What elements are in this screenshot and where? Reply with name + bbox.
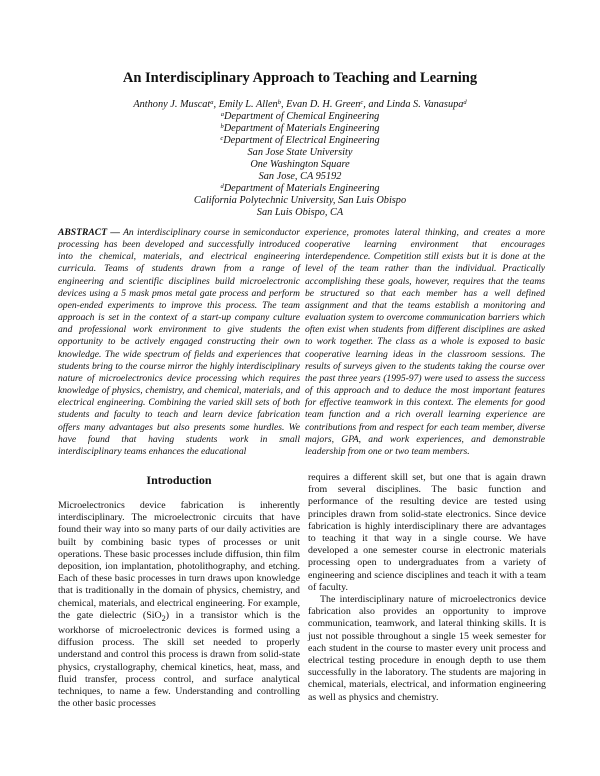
affiliation-line: [0, 135, 600, 147]
author-separator: ,: [213, 99, 219, 110]
affiliation-mark: b: [220, 123, 224, 130]
affiliation-line: [0, 123, 600, 135]
author-affiliation-mark: b: [277, 99, 281, 106]
abstract-text-continued: experience, promotes lateral thinking, and creates a more cooperative learning environment that encourages interdependence. Competition still exists but it is done at the level of the team rather than the individual. Practically accomplishing these goals, however, requires that the teams be structured so that each member has a well defined assignment and that the teams establish a monitoring and evaluation system to overcome communication barriers which often exist when students from different disciplines are asked to work together. The class as a whole is exposed to basic cooperative learning ideas in the classroom sessions. The results of surveys given to the students taking the course over the past three years (1995-97) were used to assess the success of this approach and to deduce the most important features for effective teamwork in this context. The elements for good team function and a rich overall learning experience are contributions from and respect for each team member, diverse majors, GPA, and work experiences, and demonstrable leadership from one or two team members.: [305, 227, 545, 457]
author-affiliation-mark: c: [360, 99, 364, 106]
affiliation-line: [0, 171, 600, 183]
affiliation-text: Department of Chemical Engineering: [223, 111, 380, 122]
author-line: [0, 99, 600, 111]
affiliation-text: California Polytechnic University, San Luis Obispo: [193, 195, 407, 206]
paragraph: The interdisciplinary nature of microelectronics device fabrication also provides an opportunity to improve communication, teamwork, and lateral thinking skills. It is just not possible throughout a single 15 week semester for each student in the course to master every unit process and electrical testing procedure in enough depth to use them successfully in the laboratory. The students are majoring in chemical, materials, electrical, and information engineering as well as physics and chemistry.: [308, 594, 546, 703]
author-name: Linda S. Vanasupa: [386, 99, 464, 110]
author-block: [0, 99, 600, 219]
introduction-left-column: [58, 500, 300, 710]
affiliation-line: [0, 207, 600, 219]
subscript: 2: [161, 613, 166, 623]
abstract-text: An interdisciplinary course in semiconductor processing has been developed and successfully introduced into the chemical, materials, and electrical engineering curricula. Teams of students drawn from a range of engineering and scientific disciplines build microelectronic devices using a 5 mask pmos metal gate process and perform open-ended experiments to improve this process. The team approach is set in the context of a start-up company culture and professional work environment to give students the opportunity to be actively engaged constructing their own knowledge. The wide spectrum of fields and experiences that students bring to the course mirror the highly interdisciplinary nature of microelectronics device processing which requires knowledge of physics, chemistry, and chemical, materials, and electrical engineering. Combining the varied skill sets of both students and faculty to teach and learn device fabrication offers many advantages but also presents some hurdles. We have found that having students work in small interdisciplinary teams enhances the educational: [58, 227, 300, 457]
author-separator: , and: [363, 99, 387, 110]
affiliation-text: San Luis Obispo, CA: [256, 207, 344, 218]
affiliation-line: [0, 195, 600, 207]
body-text: Microelectronics device fabrication is inherently interdisciplinary. The microelectronic circuits that have found their way into so many parts of our daily activities are built by combining basic types of processes or unit operations. These basic processes include diffusion, thin film deposition, ion implantation, photolithography, and etching. Each of these basic processes in turn draws upon knowledge that is traditionally in the domain of physics, chemistry, and chemical, materials, and electrical engineering. For example, the gate dielectric (SiO: [58, 500, 300, 621]
affiliation-line: [0, 183, 600, 195]
affiliation-text: Department of Materials Engineering: [223, 183, 380, 194]
author-separator: ,: [280, 99, 287, 110]
affiliation-text: San Jose State University: [247, 147, 353, 158]
abstract-label: ABSTRACT —: [58, 227, 120, 238]
affiliation-line: [0, 111, 600, 123]
affiliation-mark: a: [220, 111, 224, 118]
paragraph: requires a different skill set, but one that is again drawn from several disciplines. The basic function and performance of the resulting device are tested using principles drawn from solid-state electronics. Since device fabrication is highly interdisciplinary there are advantages to teaching it that way in a single course. We have developed a one semester course in electronic materials processing open to undergraduates from a variety of engineering and science disciplines and teach it with a team of faculty.: [308, 472, 546, 593]
affiliation-text: One Washington Square: [250, 159, 350, 170]
author-name: Evan D. H. Green: [286, 99, 361, 110]
affiliation-text: Department of Electrical Engineering: [223, 135, 380, 146]
paper-title: An Interdisciplinary Approach to Teaching and Learning: [122, 70, 478, 86]
abstract-left-column: [58, 227, 300, 458]
affiliation-line: [0, 159, 600, 171]
affiliation-line: [0, 147, 600, 159]
abstract-right-column: [305, 227, 545, 458]
body-text: ) in a transistor which is the workhorse of microelectronic devices is formed using a diffusion process. The skill set needed to properly understand and control this process is drawn from solid-state physics, crystallography, chemical kinetics, heat, mass, and fluid transfer, process control, and surface analytical techniques, to name a few. Understanding and controlling the other basic processes: [58, 609, 300, 710]
affiliation-text: San Jose, CA 95192: [258, 171, 342, 182]
affiliation-mark: c: [220, 135, 224, 142]
author-name: Anthony J. Muscat: [133, 99, 211, 110]
author-affiliation-mark: d: [463, 99, 467, 106]
affiliation-mark: d: [220, 183, 224, 190]
author-affiliation-mark: a: [210, 99, 214, 106]
affiliation-text: Department of Materials Engineering: [223, 123, 380, 134]
introduction-right-column: [308, 472, 546, 704]
section-heading-introduction: Introduction: [146, 473, 212, 487]
author-name: Emily L. Allen: [218, 99, 278, 110]
